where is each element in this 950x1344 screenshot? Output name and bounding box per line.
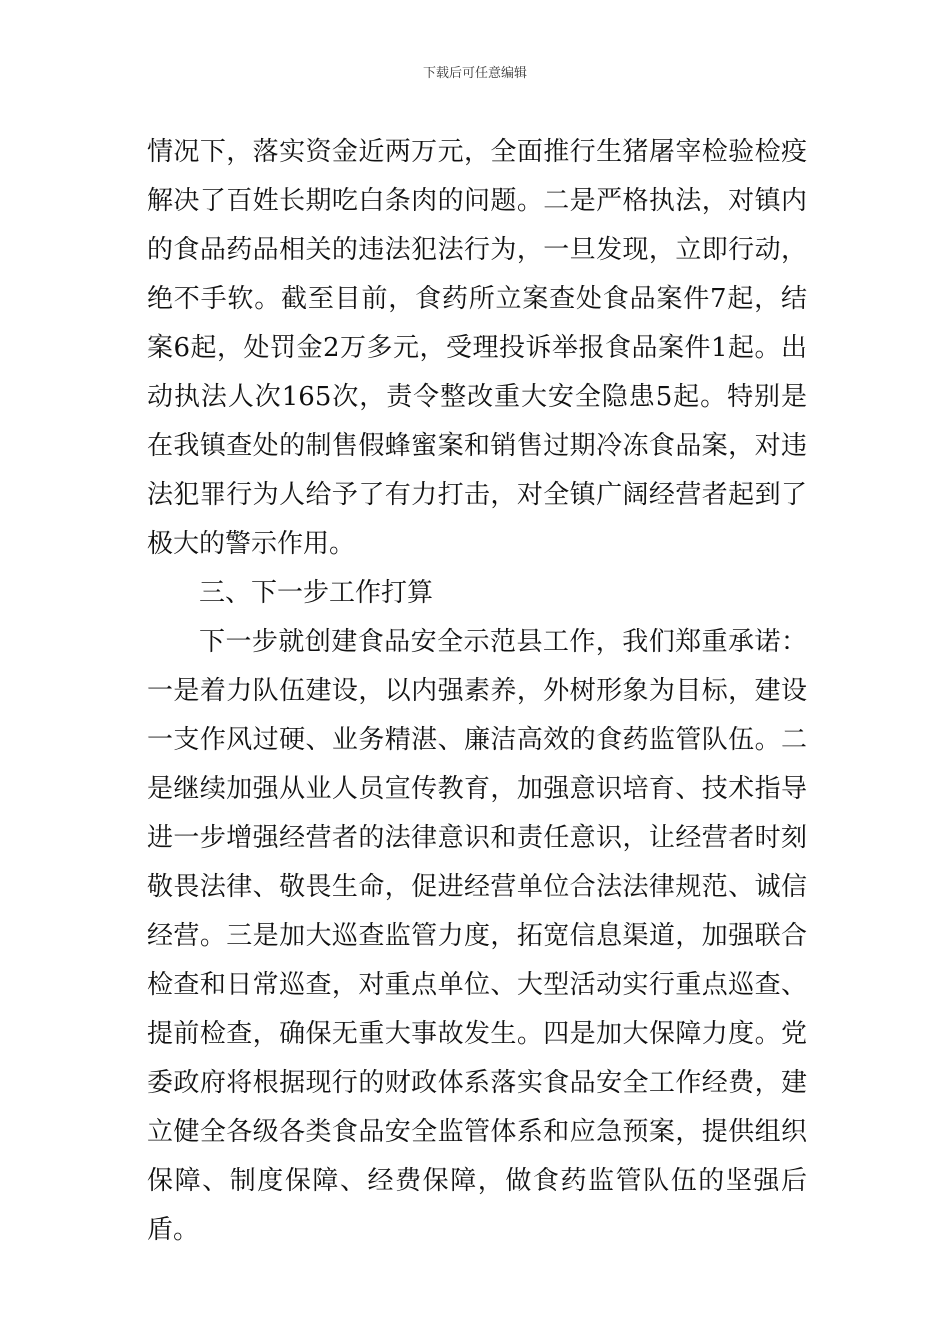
paragraph-enforcement: 情况下，落实资金近两万元，全面推行生猪屠宰检验检疫解决了百姓长期吃白条肉的问题。二是严格执法，对镇内的食品药品相关的违法犯法行为，一旦发现，立即行动，绝不手软。截至目前，食药所立案查处食品案件7起，结案6起，处罚金2万多元，受理投诉举报食品案件1起。出动执法人次165次，责令整改重大安全隐患5起。特别是在我镇查处的制售假蜂蜜案和销售过期冷冻食品案，对违法犯罪行为人给予了有力打击，对全镇广阔经营者起到了极大的警示作用。 xyxy=(147,137,807,559)
document-body xyxy=(147,128,807,1255)
paragraph-commitments: 下一步就创建食品安全示范县工作，我们郑重承诺：一是着力队伍建设，以内强素养，外树形象为目标，建设一支作风过硬、业务精湛、廉洁高效的食药监管队伍。二是继续加强从业人员宣传教育，加强意识培育、技术指导进一步增强经营者的法律意识和责任意识，让经营者时刻敬畏法律、敬畏生命，促进经营单位合法法律规范、诚信经营。三是加大巡查监管力度，拓宽信息渠道，加强联合检查和日常巡查，对重点单位、大型活动实行重点巡查、提前检查，确保无重大事故发生。四是加大保障力度。党委政府将根据现行的财政体系落实食品安全工作经费，建立健全各级各类食品安全监管体系和应急预案，提供组织保障、制度保障、经费保障，做食药监管队伍的坚强后盾。 xyxy=(147,627,807,1245)
section-heading-next-steps: 三、下一步工作打算 xyxy=(199,578,434,608)
page-header-note: 下载后可任意编辑 xyxy=(422,66,527,81)
